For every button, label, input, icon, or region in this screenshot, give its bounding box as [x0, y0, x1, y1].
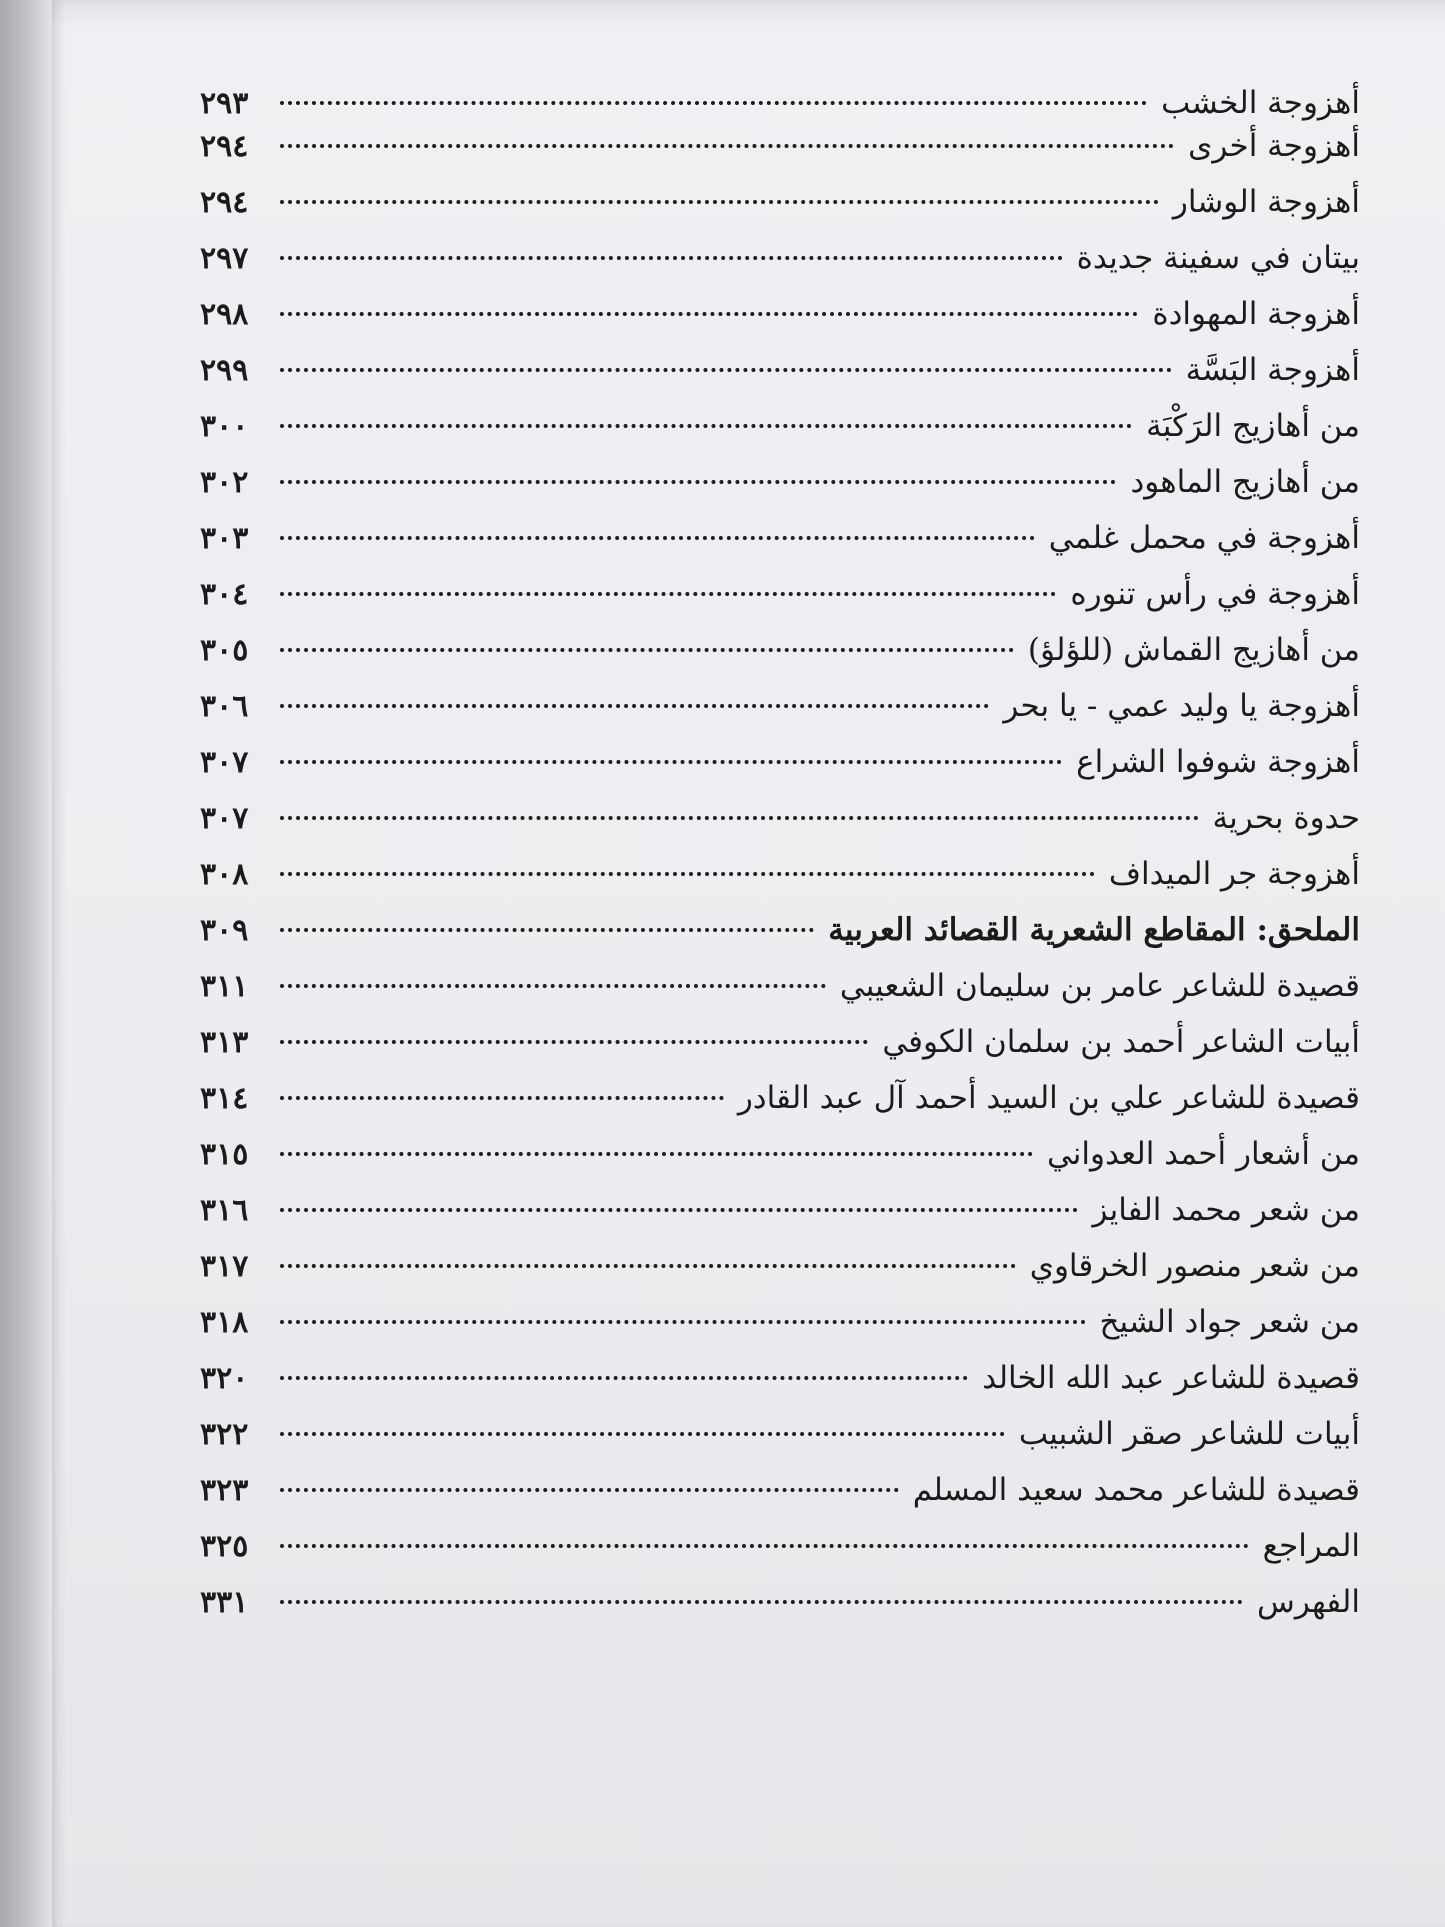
entry-title: من شعر محمد الفايز	[1092, 1192, 1360, 1228]
entry-title: الفهرس	[1257, 1584, 1360, 1620]
entry-title: أهزوجة الوشار	[1172, 184, 1360, 220]
page-top-shadow	[52, 0, 1445, 30]
dot-leader	[280, 256, 1063, 260]
dot-leader	[280, 200, 1159, 204]
dot-leader	[280, 1264, 1016, 1268]
toc-entry	[200, 846, 1360, 902]
page-number: ٣٢٠	[200, 1361, 249, 1396]
page-number: ٣١٦	[200, 1193, 249, 1228]
dot-leader	[280, 1432, 1005, 1436]
page-number: ٣٠٧	[200, 801, 249, 836]
page-number: ٢٩٧	[200, 241, 249, 276]
dot-leader	[280, 144, 1174, 148]
toc-entry	[200, 174, 1360, 230]
dot-leader	[280, 648, 1014, 652]
entry-title: أهزوجة المهوادة	[1152, 296, 1360, 332]
page-number: ٢٩٣	[200, 86, 249, 121]
toc-entry	[200, 398, 1360, 454]
entry-title: أهزوجة يا وليد عمي - يا بحر	[1003, 688, 1360, 724]
entry-title: أبيات للشاعر صقر الشبيب	[1018, 1416, 1360, 1452]
toc-entry	[200, 510, 1360, 566]
entry-title: من شعر جواد الشيخ	[1099, 1304, 1360, 1340]
dot-leader	[280, 704, 989, 708]
table-of-contents	[200, 68, 1360, 1688]
dot-leader	[280, 424, 1132, 428]
dot-leader	[280, 312, 1138, 316]
page-number: ٢٩٩	[200, 353, 249, 388]
dot-leader	[280, 480, 1116, 484]
dot-leader	[280, 1096, 724, 1100]
toc-section-heading	[200, 902, 1360, 958]
toc-entry	[200, 230, 1360, 286]
toc-entry	[200, 1574, 1360, 1630]
page-number: ٣٠٠	[200, 409, 249, 444]
entry-title: قصيدة للشاعر محمد سعيد المسلم	[912, 1472, 1360, 1508]
page-number: ٢٩٨	[200, 297, 249, 332]
book-page	[52, 0, 1445, 1927]
page-number: ٣٠٤	[200, 577, 249, 612]
toc-entry	[200, 1294, 1360, 1350]
entry-title: أهزوجة في محمل غلمي	[1048, 520, 1360, 556]
page-number: ٣٢٥	[200, 1529, 249, 1564]
entry-title: حدوة بحرية	[1212, 800, 1360, 836]
page-number: ٣٠٧	[200, 745, 249, 780]
dot-leader	[280, 1488, 899, 1492]
dot-leader	[280, 368, 1172, 372]
toc-entry	[200, 1014, 1360, 1070]
dot-leader	[280, 1320, 1086, 1324]
entry-title: قصيدة للشاعر عامر بن سليمان الشعيبي	[839, 968, 1360, 1004]
toc-entry	[200, 678, 1360, 734]
dot-leader	[280, 1040, 868, 1044]
page-number: ٣١٤	[200, 1081, 249, 1116]
entry-title: قصيدة للشاعر عبد الله الخالد	[982, 1360, 1360, 1396]
entry-title: قصيدة للشاعر علي بن السيد أحمد آل عبد القادر	[737, 1080, 1360, 1116]
toc-entry	[200, 622, 1360, 678]
toc-entry	[200, 734, 1360, 790]
page-number: ٣٣١	[200, 1585, 249, 1620]
page-number: ٣٠٩	[200, 913, 249, 948]
page-number: ٣٠٥	[200, 633, 249, 668]
page-number: ٣١٧	[200, 1249, 249, 1284]
page-number: ٣٠٨	[200, 857, 249, 892]
entry-title: أهزوجة أخرى	[1188, 128, 1360, 164]
entry-title: أهزوجة البَسَّة	[1185, 352, 1360, 388]
page-number: ٣١٥	[200, 1137, 249, 1172]
toc-entry	[200, 68, 1360, 121]
toc-entry	[200, 566, 1360, 622]
entry-title: أهزوجة شوفوا الشراع	[1076, 744, 1360, 780]
toc-entry	[200, 1126, 1360, 1182]
dot-leader	[280, 872, 1095, 876]
page-number: ٣٠٣	[200, 521, 249, 556]
entry-title: من أهازيج الرَكْبَة	[1146, 408, 1360, 444]
entry-title: أهزوجة في رأس تنوره	[1070, 576, 1360, 612]
dot-leader	[280, 1152, 1033, 1156]
page-number: ٣٢٢	[200, 1417, 249, 1452]
dot-leader	[280, 1208, 1078, 1212]
entry-title: من أهازيج القماش (للؤلؤ)	[1027, 632, 1360, 668]
dot-leader	[280, 1376, 968, 1380]
dot-leader	[280, 1600, 1243, 1604]
entry-title: من أشعار أحمد العدواني	[1046, 1136, 1360, 1172]
dot-leader	[280, 816, 1199, 820]
page-number: ٣٠٦	[200, 689, 249, 724]
entry-title: المراجع	[1262, 1528, 1360, 1564]
dot-leader	[280, 928, 814, 932]
dot-leader	[280, 1544, 1249, 1548]
page-number: ٣٢٣	[200, 1473, 249, 1508]
toc-entry	[200, 1070, 1360, 1126]
page-number: ٢٩٤	[200, 129, 249, 164]
entry-title: أبيات الشاعر أحمد بن سلمان الكوفي	[882, 1024, 1360, 1060]
page-number: ٣٠٢	[200, 465, 249, 500]
page-number: ٣١٨	[200, 1305, 249, 1340]
dot-leader	[280, 536, 1035, 540]
page-number: ٢٩٤	[200, 185, 249, 220]
entry-title: من أهازيج الماهود	[1130, 464, 1360, 500]
dot-leader	[280, 984, 826, 988]
dot-leader	[280, 101, 1147, 105]
page-number: ٣١١	[200, 969, 249, 1004]
toc-entry	[200, 1406, 1360, 1462]
toc-entry	[200, 1462, 1360, 1518]
toc-entry	[200, 958, 1360, 1014]
toc-entry	[200, 286, 1360, 342]
dot-leader	[280, 760, 1062, 764]
toc-entry	[200, 1350, 1360, 1406]
section-title: الملحق: المقاطع الشعرية القصائد العربية	[828, 912, 1360, 948]
toc-entry	[200, 342, 1360, 398]
toc-entry	[200, 1182, 1360, 1238]
entry-title: من شعر منصور الخرقاوي	[1029, 1248, 1360, 1284]
entry-title: أهزوجة الخشب	[1161, 85, 1360, 121]
toc-entry	[200, 454, 1360, 510]
toc-entry	[200, 1238, 1360, 1294]
dot-leader	[280, 592, 1056, 596]
toc-entry	[200, 790, 1360, 846]
entry-title: بيتان في سفينة جديدة	[1076, 240, 1360, 276]
entry-title: أهزوجة جر الميداف	[1108, 856, 1360, 892]
page-number: ٣١٣	[200, 1025, 249, 1060]
toc-entry	[200, 1518, 1360, 1574]
